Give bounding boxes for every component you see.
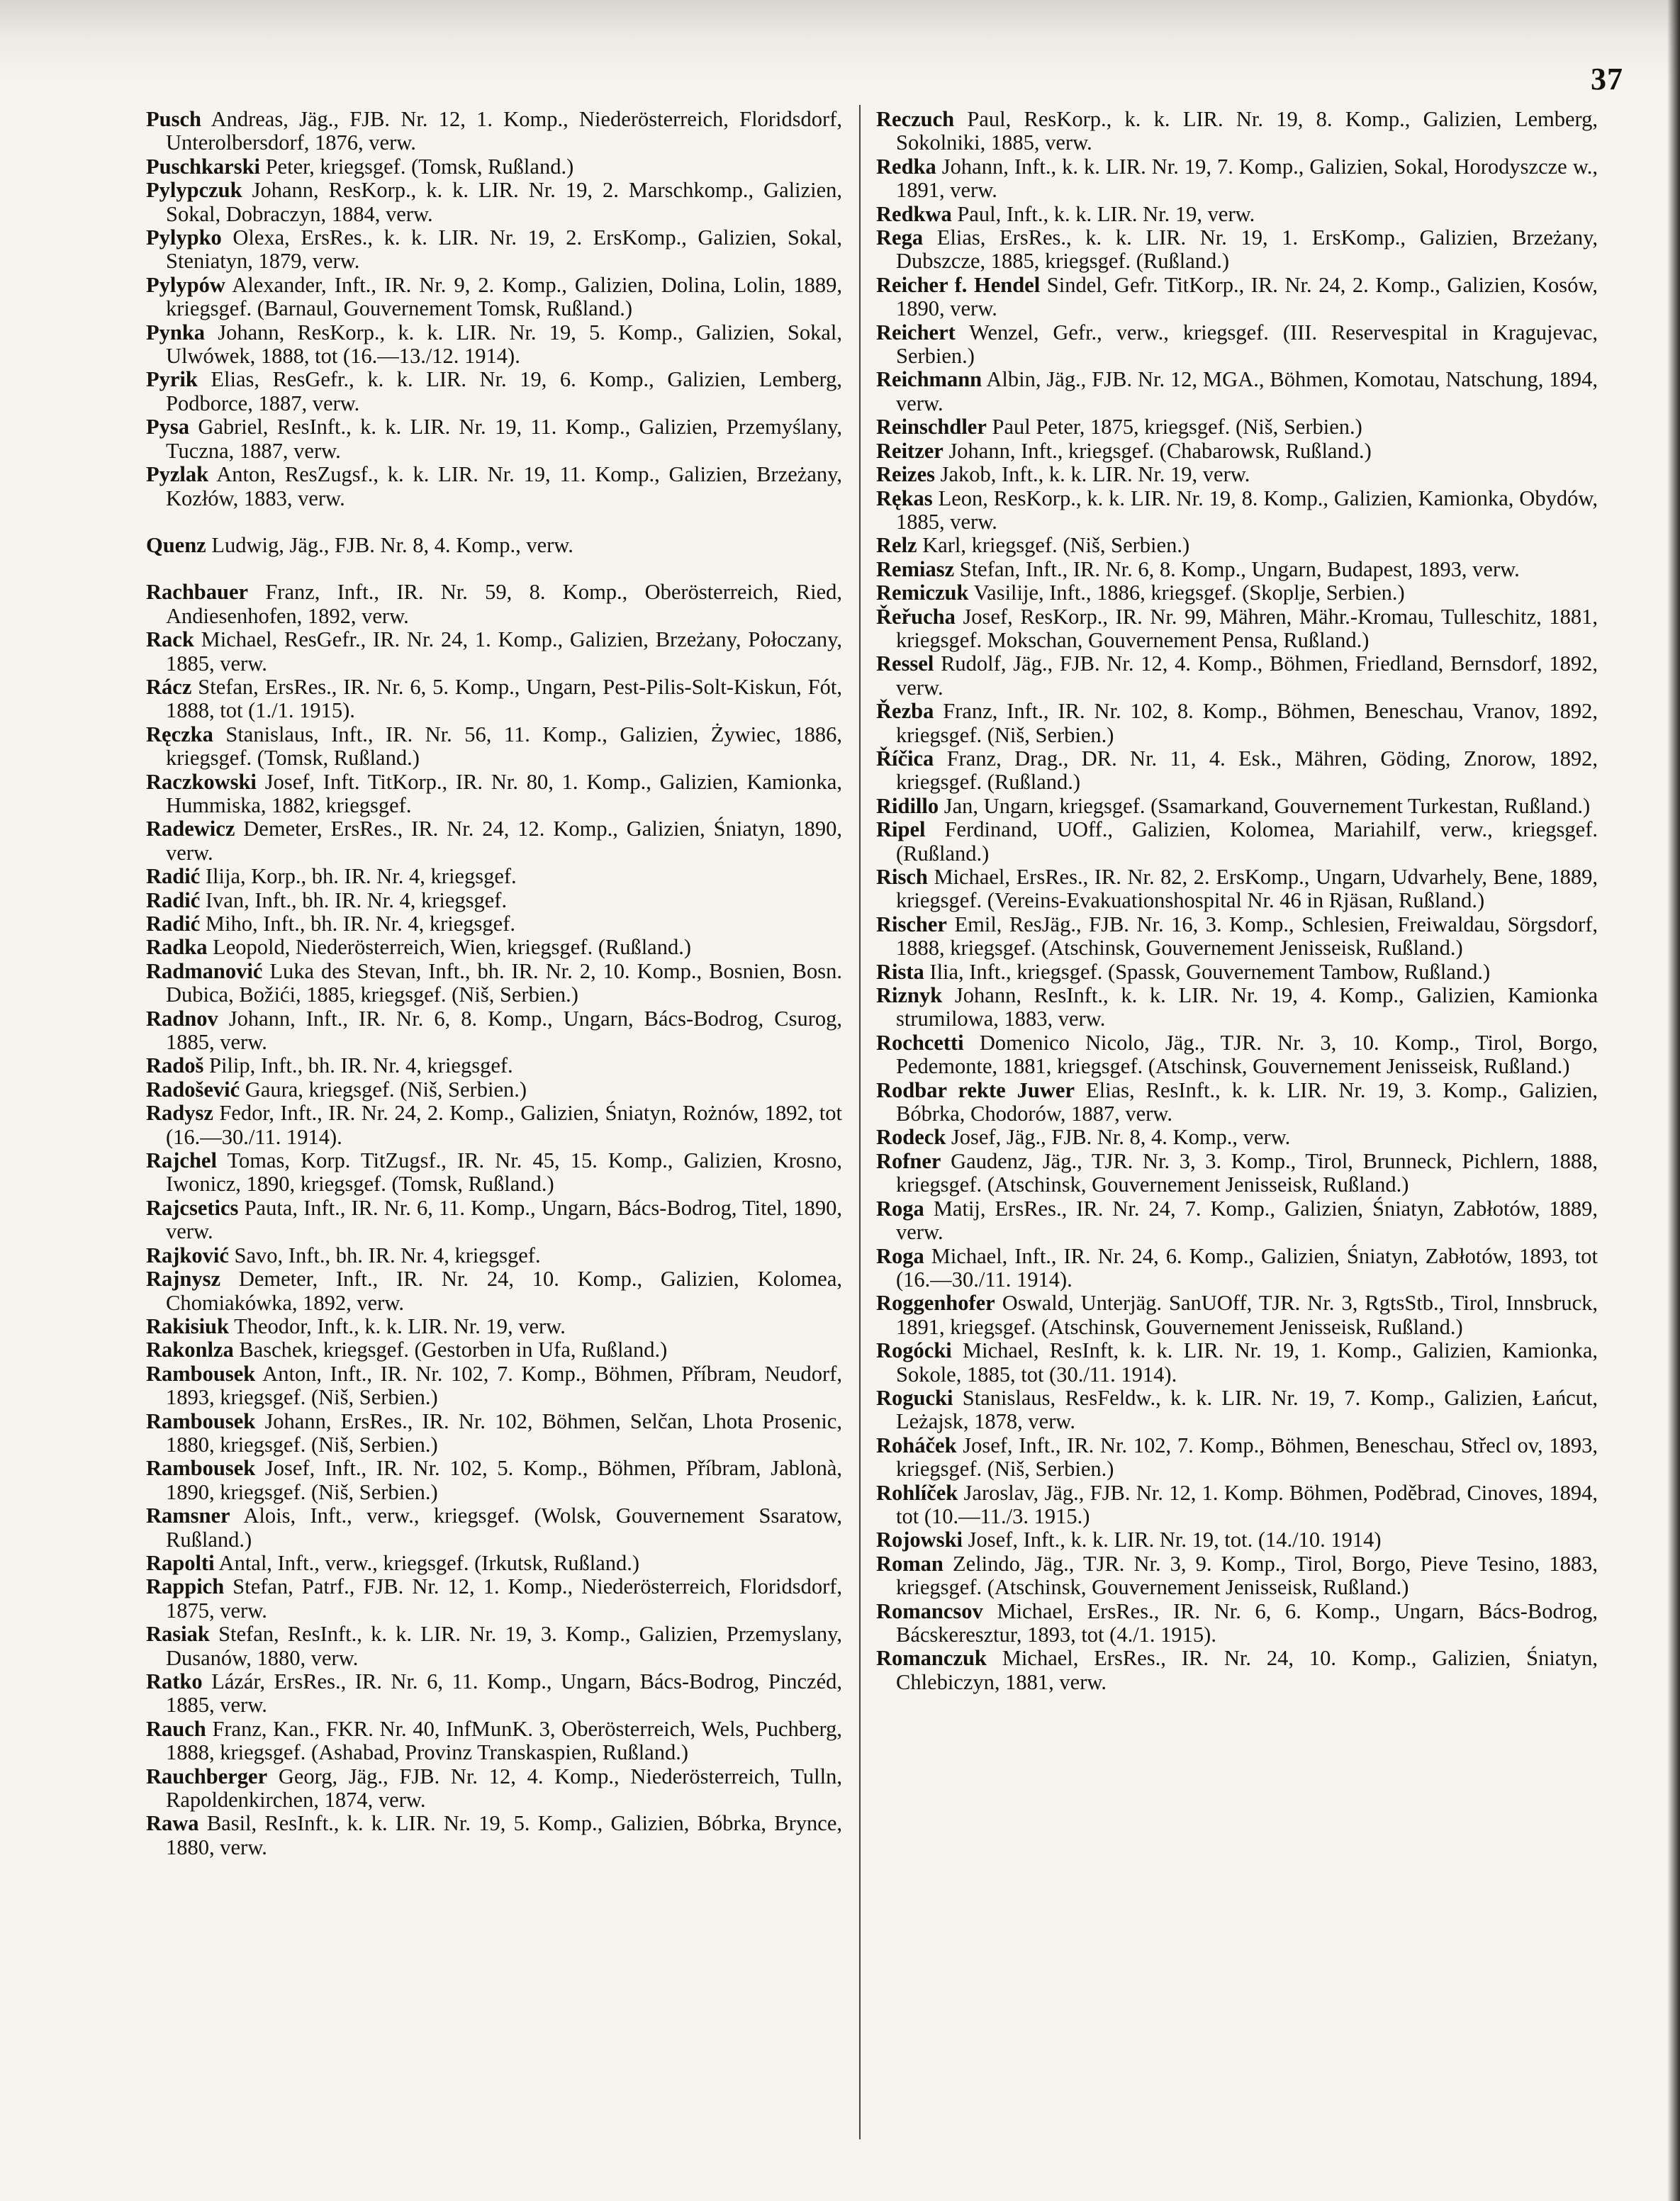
entry-surname: Remiczuk [876,581,969,605]
entry-surname: Pyrik [146,367,198,392]
entry-surname: Rękas [876,486,933,510]
entry-surname: Radewicz [146,817,235,841]
entry-details: Johann, ResInft., k. k. LIR. Nr. 19, 4. Komp., Galizien, Kamionka strumilowa, 1883, verw. [896,983,1598,1031]
entry-details: Karl, kriegsgef. (Niš, Serbien.) [922,533,1190,558]
entry-surname: Reichmann [876,367,982,392]
entry-surname: Rajnysz [146,1267,221,1292]
entry-surname: Rochcetti [876,1030,964,1055]
entry-details: Johann, Inft., kriegsgef. (Chabarowsk, Rußland.) [948,438,1372,463]
entry-details: Oswald, Unterjäg. SanUOff, TJR. Nr. 3, RgtsStb., Tirol, Innsbruck, 1891, kriegsgef. (Atschinsk, Gouvernement Jenisseisk, Rußland.) [896,1291,1598,1339]
entry-details: Johann, ResKorp., k. k. LIR. Nr. 19, 2. Marschkomp., Galizien, Sokal, Dobraczyn, 1884, verw. [166,178,842,226]
page-edge-shadow [1667,0,1680,2201]
entry-surname: Ratko [146,1669,203,1693]
entry-details: Andreas, Jäg., FJB. Nr. 12, 1. Komp., Niederösterreich, Floridsdorf, Unterolbersdorf, 1876, verw. [166,107,842,155]
roster-entry [876,700,1598,747]
entry-details: Johann, ErsRes., IR. Nr. 102, Böhmen, Selčan, Lhota Prosenic, 1880, kriegsgef. (Niš, Serbien.) [166,1408,842,1457]
entry-surname: Rachbauer [146,580,249,605]
roster-entry [146,936,842,959]
entry-details: Basil, ResInft., k. k. LIR. Nr. 19, 5. Komp., Galizien, Bóbrka, Brynce, 1880, verw. [166,1811,842,1859]
entry-details: Josef, Inft., IR. Nr. 102, 5. Komp., Böhmen, Příbram, Jablonà, 1890, kriegsgef. (Niš, Serbien.) [166,1456,842,1504]
entry-surname: Rischer [876,912,947,936]
entry-surname: Reinschdler [876,415,987,439]
section-gap [146,510,842,534]
roster-entry [876,463,1598,486]
entry-surname: Raczkowski [146,769,257,794]
entry-details: Matij, ErsRes., IR. Nr. 24, 7. Komp., Galizien, Śniatyn, Zabłotów, 1889, verw. [896,1196,1598,1245]
entry-details: Ivan, Inft., bh. IR. Nr. 4, kriegsgef. [205,887,508,912]
entry-surname: Rakisiuk [146,1314,229,1338]
entry-surname: Radoš [146,1053,204,1078]
entry-details: Ilia, Inft., kriegsgef. (Spassk, Gouvernement Tambow, Rußland.) [929,959,1491,984]
roster-entry [146,1007,842,1055]
roster-entry [146,628,842,676]
entry-surname: Roman [876,1551,943,1576]
entry-surname: Pylypko [146,225,222,250]
entry-surname: Rohlíček [876,1480,958,1505]
entry-surname: Roggenhofer [876,1291,995,1316]
entry-details: Tomas, Korp. TitZugsf., IR. Nr. 45, 15. Komp., Galizien, Krosno, Iwonicz, 1890, kriegsgef. (Tomsk, Rußland.) [166,1148,842,1197]
entry-details: Paul, ResKorp., k. k. LIR. Nr. 19, 8. Komp., Galizien, Lemberg, Sokolniki, 1885, verw. [896,107,1598,155]
entry-details: Theodor, Inft., k. k. LIR. Nr. 19, verw. [234,1314,566,1338]
roster-entry [876,108,1598,155]
entry-details: Leopold, Niederösterreich, Wien, kriegsgef. (Rußland.) [213,935,691,960]
roster-entry [146,463,842,510]
roster-entry [876,534,1598,557]
roster-entry [146,226,842,274]
roster-entry [146,1338,842,1362]
roster-entry [146,1267,842,1315]
entry-details: Michael, ErsRes., IR. Nr. 6, 6. Komp., Ungarn, Bács-Bodrog, Bácskeresztur, 1893, tot (4./1. 1915). [896,1598,1598,1647]
entry-surname: Redka [876,154,936,179]
roster-entry [146,1575,842,1623]
entry-surname: Risch [876,865,928,889]
roster-entry [146,274,842,321]
entry-details: Michael, ResInft, k. k. LIR. Nr. 19, 1. Komp., Galizien, Kamionka, Sokole, 1885, tot (30./11. 1914). [896,1338,1598,1387]
entry-surname: Roga [876,1196,924,1221]
entry-surname: Rapolti [146,1550,215,1575]
entry-details: Franz, Drag., DR. Nr. 11, 4. Esk., Mähren, Göding, Znorow, 1892, kriegsgef. (Rußland.) [896,746,1598,795]
entry-surname: Říčica [876,746,934,771]
entry-details: Alois, Inft., verw., kriegsgef. (Wolsk, Gouvernement Ssaratow, Rußland.) [166,1503,842,1552]
entry-details: Antal, Inft., verw., kriegsgef. (Irkutsk, Rußland.) [218,1550,640,1575]
entry-details: Demeter, Inft., IR. Nr. 24, 10. Komp., Galizien, Kolomea, Chomiakówka, 1892, verw. [166,1267,842,1315]
entry-details: Franz, Inft., IR. Nr. 59, 8. Komp., Oberösterreich, Ried, Andiesenhofen, 1892, verw. [166,580,842,628]
entry-surname: Rajković [146,1243,229,1267]
entry-surname: Romanczuk [876,1646,987,1671]
roster-entry [876,1126,1598,1149]
roster-entry [146,1315,842,1338]
roster-entry [146,155,842,179]
entry-details: Johann, Inft., IR. Nr. 6, 8. Komp., Ungarn, Bács-Bodrog, Csurog, 1885, verw. [166,1006,843,1055]
entry-surname: Rodeck [876,1125,946,1150]
roster-entry [146,889,842,912]
roster-entry [876,1600,1598,1647]
entry-surname: Radić [146,887,201,912]
entry-details: Rudolf, Jäg., FJB. Nr. 12, 4. Komp., Böhmen, Friedland, Bernsdorf, 1892, verw. [896,651,1598,700]
entry-details: Paul Peter, 1875, kriegsgef. (Niš, Serbien.) [992,415,1362,439]
entry-details: Jan, Ungarn, kriegsgef. (Ssamarkand, Gouvernement Turkestan, Rußland.) [943,793,1591,818]
roster-entry [876,226,1598,274]
roster-entry [146,1054,842,1077]
entry-details: Baschek, kriegsgef. (Gestorben in Ufa, Rußland.) [239,1338,668,1362]
roster-entry [876,1552,1598,1600]
entry-details: Demeter, ErsRes., IR. Nr. 24, 12. Komp., Galizien, Śniatyn, 1890, verw. [166,817,842,865]
roster-entry [876,558,1598,581]
entry-details: Ludwig, Jäg., FJB. Nr. 8, 4. Komp., verw. [211,532,573,557]
roster-entry [876,155,1598,203]
roster-entry [146,865,842,888]
roster-entry [876,913,1598,961]
roster-entry [876,487,1598,534]
entry-details: Ferdinand, UOff., Galizien, Kolomea, Mariahilf, verw., kriegsgef. (Rußland.) [896,817,1598,866]
roster-entry [876,368,1598,415]
roster-entry [876,1434,1598,1482]
entry-details: Josef, Inft. TitKorp., IR. Nr. 80, 1. Komp., Galizien, Kamionka, Hummiska, 1882, kriegsgef. [166,769,843,817]
roster-entry [146,1623,842,1670]
entry-details: Stefan, ErsRes., IR. Nr. 6, 5. Komp., Ungarn, Pest-Pilis-Solt-Kiskun, Fót, 1888, tot (1./1. 1915). [166,674,842,723]
roster-entry [876,1647,1598,1694]
entry-surname: Relz [876,533,917,558]
roster-entry [146,1457,842,1504]
roster-entry [876,274,1598,321]
entry-surname: Reichert [876,320,956,345]
entry-details: Stefan, ResInft., k. k. LIR. Nr. 19, 3. Komp., Galizien, Przemyslany, Dusanów, 1880, verw. [166,1622,843,1670]
roster-entry [876,1387,1598,1434]
entry-details: Alexander, Inft., IR. Nr. 9, 2. Komp., Galizien, Dolina, Lolin, 1889, kriegsgef. (Barnaul, Gouvernement Tomsk, Rußland.) [166,272,842,321]
entry-surname: Redkwa [876,201,952,226]
entry-details: Vasilije, Inft., 1886, kriegsgef. (Skoplje, Serbien.) [973,581,1405,605]
entry-details: Paul, Inft., k. k. LIR. Nr. 19, verw. [957,201,1255,226]
roster-entry [876,1245,1598,1292]
roster-entry [146,1410,842,1457]
roster-entry [876,984,1598,1031]
entry-details: Josef, Jäg., FJB. Nr. 8, 4. Komp., verw. [951,1125,1291,1150]
entry-surname: Rogucki [876,1385,953,1410]
entry-details: Wenzel, Gefr., verw., kriegsgef. (III. Reservespital in Kragujevac, Serbien.) [896,320,1598,369]
roster-entry [876,1528,1598,1552]
roster-entry [876,1031,1598,1079]
entry-surname: Roga [876,1243,924,1268]
entry-surname: Radka [146,935,208,960]
roster-entry [876,439,1598,463]
entry-surname: Rofner [876,1148,941,1173]
roster-entry [146,912,842,936]
roster-entry [146,108,842,155]
entry-surname: Reizes [876,462,935,487]
entry-details: Lázár, ErsRes., IR. Nr. 6, 11. Komp., Ungarn, Bács-Bodrog, Pinczéd, 1885, verw. [166,1669,842,1718]
right-column [876,108,1598,1694]
entry-surname: Radić [146,864,201,889]
entry-details: Josef, Inft., IR. Nr. 102, 7. Komp., Böhmen, Beneschau, Střecl ov, 1893, kriegsgef. (Niš, Serbien.) [896,1433,1598,1482]
entry-details: Leon, ResKorp., k. k. LIR. Nr. 19, 8. Komp., Galizien, Kamionka, Obydów, 1885, verw. [896,486,1598,534]
entry-surname: Rack [146,627,194,652]
section-gap [146,557,842,581]
roster-entry [146,1670,842,1718]
roster-entry [146,1362,842,1410]
entry-details: Pauta, Inft., IR. Nr. 6, 11. Komp., Ungarn, Bács-Bodrog, Titel, 1890, verw. [166,1195,842,1244]
entry-details: Peter, kriegsgef. (Tomsk, Rußland.) [265,154,574,179]
entry-surname: Reicher f. Hendel [876,272,1041,297]
entry-surname: Rista [876,959,924,984]
roster-entry [146,1718,842,1765]
roster-entry [876,581,1598,605]
entry-details: Olexa, ErsRes., k. k. LIR. Nr. 19, 2. ErsKomp., Galizien, Sokal, Steniatyn, 1879, verw. [166,225,842,274]
entry-surname: Ressel [876,651,934,676]
entry-surname: Radmanović [146,958,263,983]
entry-surname: Rajchel [146,1148,217,1173]
entry-surname: Ręczka [146,722,213,746]
entry-details: Fedor, Inft., IR. Nr. 24, 2. Komp., Galizien, Śniatyn, Rożnów, 1892, tot (16.—30./11. 1914). [166,1101,842,1149]
entry-details: Anton, ResZugsf., k. k. LIR. Nr. 19, 11. Komp., Galizien, Brzeżany, Kozłów, 1883, verw. [166,462,842,510]
roster-entry [146,1765,842,1813]
entry-details: Domenico Nicolo, Jäg., TJR. Nr. 3, 10. Komp., Tirol, Borgo, Pedemonte, 1881, kriegsgef. (Atschinsk, Gouvernement Jenisseisk, Rußland.) [896,1030,1598,1079]
roster-entry [876,652,1598,700]
entry-details: Stanislaus, Inft., IR. Nr. 56, 11. Komp., Galizien, Żywiec, 1886, kriegsgef. (Tomsk, Rußland.) [166,722,843,771]
entry-details: Gabriel, ResInft., k. k. LIR. Nr. 19, 11. Komp., Galizien, Przemyślany, Tuczna, 1887, verw. [166,415,843,463]
entry-surname: Radysz [146,1101,213,1126]
entry-surname: Quenz [146,532,206,557]
entry-details: Michael, Inft., IR. Nr. 24, 6. Komp., Galizien, Śniatyn, Zabłotów, 1893, tot (16.—30./11. 1914). [896,1243,1598,1292]
roster-entry [146,1197,842,1244]
entry-surname: Rodbar rekte Juwer [876,1077,1075,1102]
roster-entry [146,1552,842,1575]
roster-entry [876,203,1598,226]
entry-details: Elias, ErsRes., k. k. LIR. Nr. 19, 1. ErsKomp., Galizien, Brzeżany, Dubszcze, 1885, kriegsgef. (Rußland.) [896,225,1598,274]
roster-entry [146,581,842,628]
entry-details: Michael, ErsRes., IR. Nr. 24, 10. Komp., Galizien, Śniatyn, Chlebiczyn, 1881, verw. [896,1646,1598,1694]
entry-details: Michael, ErsRes., IR. Nr. 82, 2. ErsKomp., Ungarn, Udvarhely, Bene, 1889, kriegsgef. (Vereins-Evakuationshospital Nr. 46 in Rjäsan, Rußland.) [896,865,1598,913]
roster-entry [876,1197,1598,1245]
entry-details: Johann, ResKorp., k. k. LIR. Nr. 19, 5. Komp., Galizien, Sokal, Ulwówek, 1888, tot (16.—13./12. 1914). [166,320,842,369]
roster-entry [146,1078,842,1102]
entry-surname: Rawa [146,1811,199,1836]
entry-details: Emil, ResJäg., FJB. Nr. 16, 3. Komp., Schlesien, Freiwaldau, Sörgsdorf, 1888, kriegsgef. (Atschinsk, Gouvernement Jenisseisk, Rußland.) [896,912,1598,961]
entry-surname: Reczuch [876,107,955,131]
entry-details: Zelindo, Jäg., TJR. Nr. 3, 9. Komp., Tirol, Borgo, Pieve Tesino, 1883, kriegsgef. (Atschinsk, Gouvernement Jenisseisk, Rußland.) [896,1551,1598,1600]
entry-surname: Radić [146,912,201,936]
entry-details: Sindel, Gefr. TitKorp., IR. Nr. 24, 2. Komp., Galizien, Kosów, 1890, verw. [896,272,1598,321]
entry-details: Savo, Inft., bh. IR. Nr. 4, kriegsgef. [234,1243,541,1267]
entry-surname: Roháček [876,1433,957,1457]
entry-details: Josef, ResKorp., IR. Nr. 99, Mähren, Mähr.-Kromau, Tulleschitz, 1881, kriegsgef. Mokschan, Gouvernement Pensa, Rußland.) [896,604,1598,652]
roster-entry [146,960,842,1007]
entry-surname: Rauchberger [146,1764,268,1788]
entry-surname: Puschkarski [146,154,261,179]
roster-entry [876,866,1598,913]
entry-surname: Pyzlak [146,462,209,487]
entry-surname: Ridillo [876,793,939,818]
entry-details: Johann, Inft., k. k. LIR. Nr. 19, 7. Komp., Galizien, Sokal, Horodyszcze w., 1891, verw. [896,154,1598,203]
entry-details: Ilija, Korp., bh. IR. Nr. 4, kriegsgef. [205,864,517,889]
entry-surname: Pynka [146,320,206,345]
entry-surname: Rambousek [146,1408,256,1433]
left-column [146,108,842,1859]
entry-surname: Remiasz [876,556,955,581]
entry-surname: Rauch [146,1716,206,1741]
entry-details: Josef, Inft., k. k. LIR. Nr. 19, tot. (14./10. 1914) [968,1528,1382,1552]
roster-entry [876,818,1598,866]
roster-entry [876,1079,1598,1126]
entry-surname: Rajcsetics [146,1195,239,1220]
roster-entry [146,1102,842,1149]
entry-surname: Rojowski [876,1528,963,1552]
entry-surname: Ramsner [146,1503,230,1528]
roster-entry [876,1482,1598,1529]
roster-entry [146,817,842,865]
page-number: 37 [1591,62,1623,96]
roster-entry [146,321,842,369]
roster-entry [146,534,842,557]
roster-entry [876,1339,1598,1387]
roster-entry [876,747,1598,795]
entry-surname: Pusch [146,107,201,131]
entry-surname: Pylypów [146,272,225,297]
entry-surname: Pysa [146,415,189,439]
entry-details: Franz, Kan., FKR. Nr. 40, InfMunK. 3, Oberösterreich, Wels, Puchberg, 1888, kriegsgef. (Ashabad, Provinz Transkaspien, Rußland.) [166,1716,842,1765]
entry-details: Franz, Inft., IR. Nr. 102, 8. Komp., Böhmen, Beneschau, Vranov, 1892, kriegsgef. (Niš, Serbien.) [896,699,1598,747]
roster-entry [876,321,1598,369]
roster-entry [876,795,1598,818]
entry-surname: Rakonlza [146,1338,234,1362]
column-divider [859,105,861,2139]
entry-details: Georg, Jäg., FJB. Nr. 12, 4. Komp., Niederösterreich, Tulln, Rapoldenkirchen, 1874, verw. [166,1764,842,1813]
entry-details: Pilip, Inft., bh. IR. Nr. 4, kriegsgef. [208,1053,513,1078]
entry-details: Michael, ResGefr., IR. Nr. 24, 1. Komp., Galizien, Brzeżany, Połoczany, 1885, verw. [166,627,843,676]
entry-surname: Rambousek [146,1456,256,1481]
entry-details: Elias, ResGefr., k. k. LIR. Nr. 19, 6. Komp., Galizien, Lemberg, Podborce, 1887, verw. [166,367,843,415]
entry-details: Elias, ResInft., k. k. LIR. Nr. 19, 3. Komp., Galizien, Bóbrka, Chodorów, 1887, verw. [896,1077,1598,1126]
entry-surname: Rambousek [146,1361,256,1386]
entry-details: Miho, Inft., bh. IR. Nr. 4, kriegsgef. [205,912,515,936]
entry-surname: Ripel [876,817,926,842]
roster-entry [876,961,1598,984]
entry-details: Jaroslav, Jäg., FJB. Nr. 12, 1. Komp. Böhmen, Poděbrad, Cinoves, 1894, tot (10.—11./3. 1915.) [896,1480,1598,1528]
entry-surname: Rogócki [876,1338,952,1363]
entry-details: Gaudenz, Jäg., TJR. Nr. 3, 3. Komp., Tirol, Brunneck, Pichlern, 1888, kriegsgef. (Atschinsk, Gouvernement Jenisseisk, Rußland.) [896,1148,1598,1197]
roster-entry [876,415,1598,439]
entry-details: Stefan, Inft., IR. Nr. 6, 8. Komp., Ungarn, Budapest, 1893, verw. [959,556,1520,581]
entry-surname: Romancsov [876,1598,983,1623]
entry-surname: Radošević [146,1077,240,1102]
entry-details: Jakob, Inft., k. k. LIR. Nr. 19, verw. [940,462,1250,487]
roster-entry [146,179,842,226]
roster-entry [146,1244,842,1267]
entry-surname: Řeřucha [876,604,956,629]
roster-entry [146,723,842,771]
entry-details: Stanislaus, ResFeldw., k. k. LIR. Nr. 19, 7. Komp., Galizien, Łańcut, Leżajsk, 1878, verw. [896,1385,1598,1434]
roster-entry [146,1812,842,1859]
roster-entry [876,1150,1598,1197]
entry-surname: Rasiak [146,1622,210,1647]
entry-surname: Řezba [876,699,934,724]
entry-surname: Rega [876,225,924,250]
roster-entry [146,368,842,415]
entry-surname: Riznyk [876,983,943,1008]
entry-details: Anton, Inft., IR. Nr. 102, 7. Komp., Böhmen, Příbram, Neudorf, 1893, kriegsgef. (Niš, Serbien.) [166,1361,842,1410]
entry-details: Gaura, kriegsgef. (Niš, Serbien.) [245,1077,527,1102]
entry-details: Stefan, Patrf., FJB. Nr. 12, 1. Komp., Niederösterreich, Floridsdorf, 1875, verw. [166,1574,843,1623]
roster-entry [146,1149,842,1197]
entry-surname: Rappich [146,1574,225,1599]
roster-entry [146,771,842,818]
entry-surname: Pylypczuk [146,178,242,203]
roster-entry [146,1504,842,1552]
entry-surname: Rácz [146,674,192,699]
roster-entry [876,1292,1598,1339]
roster-entry [146,415,842,463]
roster-entry [876,605,1598,653]
entry-surname: Radnov [146,1006,218,1031]
entry-details: Albin, Jäg., FJB. Nr. 12, MGA., Böhmen, Komotau, Natschung, 1894, verw. [896,367,1598,415]
entry-details: Luka des Stevan, Inft., bh. IR. Nr. 2, 10. Komp., Bosnien, Bosn. Dubica, Božići, 1885, kriegsgef. (Niš, Serbien.) [166,958,843,1007]
roster-entry [146,676,842,723]
entry-surname: Reitzer [876,438,943,463]
